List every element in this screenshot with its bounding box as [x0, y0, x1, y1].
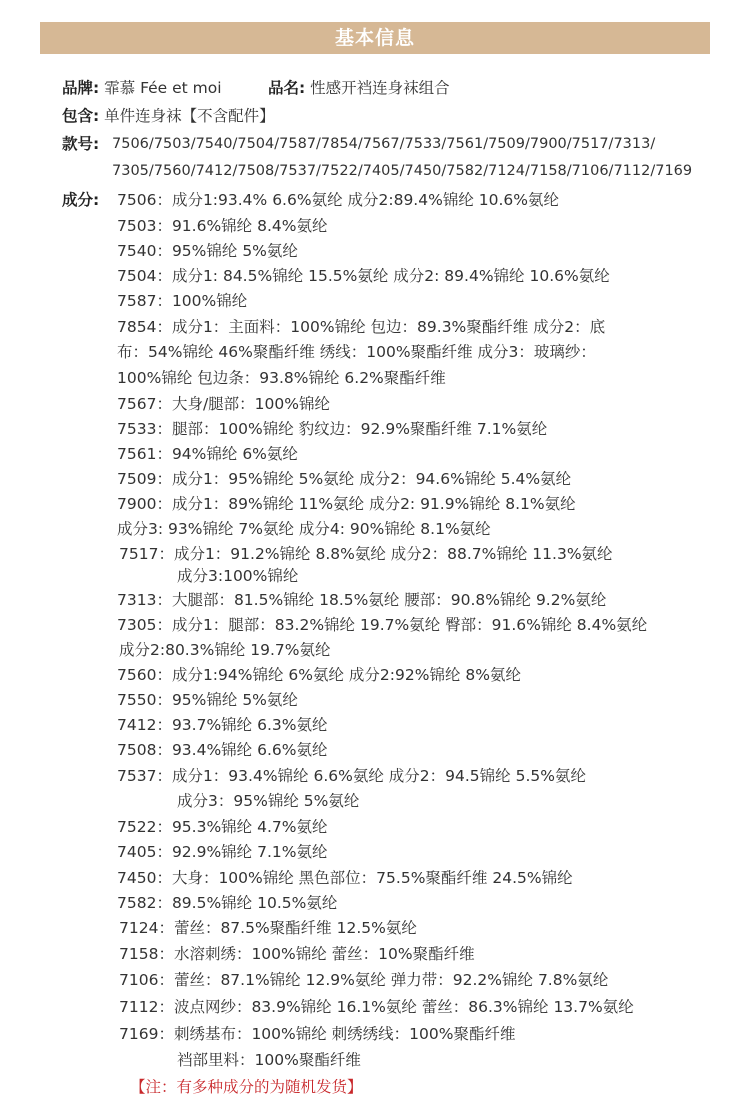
composition-line: 成分3:100%锦纶 [177, 567, 299, 585]
product-name-row [268, 78, 450, 98]
composition-line: 7508：93.4%锦纶 6.6%氨纶 [117, 741, 328, 759]
brand-row [62, 78, 222, 98]
composition-label: 成分: [62, 191, 100, 209]
product-name-value: 性感开裆连身袜组合 [310, 79, 450, 97]
model-numbers-line-1: 7506/7503/7540/7504/7587/7854/7567/7533/7561/7509/7900/7517/7313/ [112, 136, 656, 152]
composition-line: 7412：93.7%锦纶 6.3%氨纶 [117, 716, 328, 734]
includes-label: 包含: [62, 107, 100, 125]
composition-line: 7567：大身/腿部：100%锦纶 [117, 395, 330, 413]
composition-line: 裆部里料：100%聚酯纤维 [177, 1051, 361, 1069]
composition-line: 7517：成分1：91.2%锦纶 8.8%氨纶 成分2：88.7%锦纶 11.3%氨纶 [119, 545, 613, 563]
composition-line: 7313：大腿部：81.5%锦纶 18.5%氨纶 腰部：90.8%锦纶 9.2%氨纶 [117, 591, 607, 609]
product-name-label: 品名: [268, 79, 306, 97]
random-shipping-note: 【注：有多种成分的为随机发货】 [130, 1078, 363, 1096]
composition-line: 7112：波点网纱：83.9%锦纶 16.1%氨纶 蕾丝：86.3%锦纶 13.7%氨纶 [119, 998, 634, 1016]
model-label: 款号: [62, 135, 100, 153]
composition-line: 成分2:80.3%锦纶 19.7%氨纶 [119, 641, 331, 659]
composition-line: 7537：成分1：93.4%锦纶 6.6%氨纶 成分2：94.5锦纶 5.5%氨纶 [117, 767, 586, 785]
composition-line: 7582：89.5%锦纶 10.5%氨纶 [117, 894, 338, 912]
composition-line: 成分3：95%锦纶 5%氨纶 [177, 792, 360, 810]
composition-line: 7305：成分1：腿部：83.2%锦纶 19.7%氨纶 臀部：91.6%锦纶 8.4%氨纶 [117, 616, 648, 634]
composition-line: 7560：成分1:94%锦纶 6%氨纶 成分2:92%锦纶 8%氨纶 [117, 666, 521, 684]
composition-line: 100%锦纶 包边条：93.8%锦纶 6.2%聚酯纤维 [117, 369, 446, 387]
section-header [40, 22, 710, 54]
composition-line: 7503：91.6%锦纶 8.4%氨纶 [117, 217, 328, 235]
brand-label: 品牌: [62, 79, 100, 97]
composition-line: 7124：蕾丝：87.5%聚酯纤维 12.5%氨纶 [119, 919, 417, 937]
composition-line: 7158：水溶刺绣：100%锦纶 蕾丝：10%聚酯纤维 [119, 945, 475, 963]
composition-line: 7587：100%锦纶 [117, 292, 248, 310]
composition-line: 成分3: 93%锦纶 7%氨纶 成分4: 90%锦纶 8.1%氨纶 [117, 520, 491, 538]
composition-line: 7509：成分1：95%锦纶 5%氨纶 成分2：94.6%锦纶 5.4%氨纶 [117, 470, 572, 488]
composition-line: 7506：成分1:93.4% 6.6%氨纶 成分2:89.4%锦纶 10.6%氨纶 [117, 191, 559, 209]
includes-row [62, 106, 275, 126]
composition-line: 7550：95%锦纶 5%氨纶 [117, 691, 298, 709]
composition-line: 7450：大身：100%锦纶 黑色部位：75.5%聚酯纤维 24.5%锦纶 [117, 869, 573, 887]
model-numbers-line-2: 7305/7560/7412/7508/7537/7522/7405/7450/7582/7124/7158/7106/7112/7169 [112, 163, 693, 179]
composition-line: 7561：94%锦纶 6%氨纶 [117, 445, 298, 463]
composition-line: 7533：腿部：100%锦纶 豹纹边：92.9%聚酯纤维 7.1%氨纶 [117, 420, 548, 438]
composition-line: 7900：成分1：89%锦纶 11%氨纶 成分2: 91.9%锦纶 8.1%氨纶 [117, 495, 576, 513]
composition-line: 7504：成分1: 84.5%锦纶 15.5%氨纶 成分2: 89.4%锦纶 10.6%氨纶 [117, 267, 610, 285]
composition-line: 7540：95%锦纶 5%氨纶 [117, 242, 298, 260]
composition-line: 7169：刺绣基布：100%锦纶 刺绣绣线：100%聚酯纤维 [119, 1025, 516, 1043]
composition-line: 7405：92.9%锦纶 7.1%氨纶 [117, 843, 328, 861]
composition-line: 7854：成分1：主面料：100%锦纶 包边：89.3%聚酯纤维 成分2：底 [117, 318, 606, 336]
brand-value: 霏慕 Fée et moi [104, 79, 222, 97]
composition-line: 布：54%锦纶 46%聚酯纤维 绣线：100%聚酯纤维 成分3：玻璃纱： [117, 343, 596, 361]
includes-value: 单件连身袜【不含配件】 [104, 107, 275, 125]
composition-line: 7522：95.3%锦纶 4.7%氨纶 [117, 818, 328, 836]
composition-line: 7106：蕾丝：87.1%锦纶 12.9%氨纶 弹力带：92.2%锦纶 7.8%氨纶 [119, 971, 609, 989]
section-title: 基本信息 [334, 27, 415, 49]
